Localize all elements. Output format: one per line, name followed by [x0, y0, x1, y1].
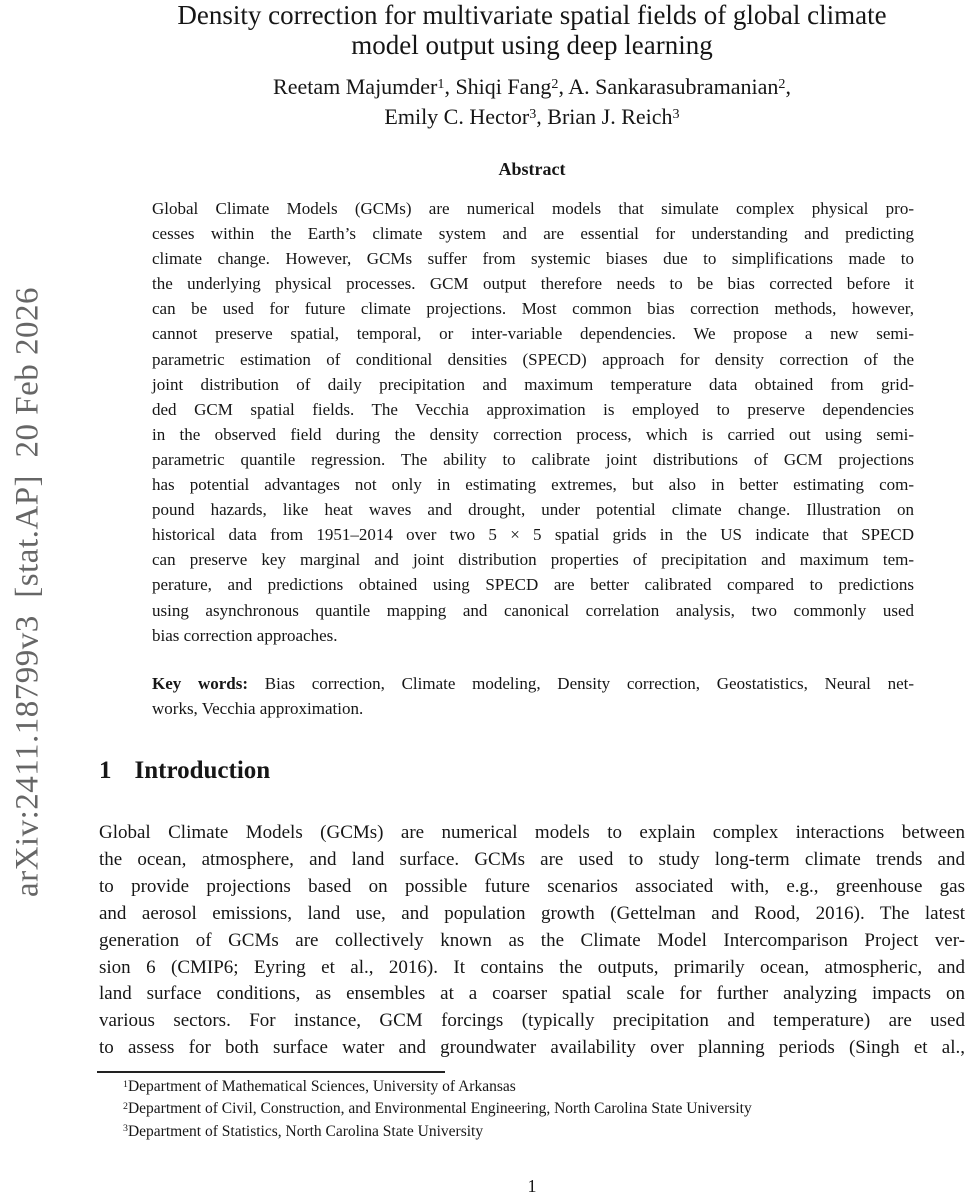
- text-line: ded GCM spatial fields. The Vecchia approximation is employed to preserve dependencies: [152, 399, 914, 419]
- text-line: can preserve key marginal and joint distribution properties of precipitation and maximum tem-: [152, 550, 914, 570]
- footnote-marker: 2: [123, 1100, 128, 1112]
- author-line: [99, 102, 965, 132]
- superscript: 3: [529, 105, 537, 122]
- text-line: parametric estimation of conditional densities (SPECD) approach for density correction of the: [152, 349, 914, 369]
- text-line: and aerosol emissions, land use, and population growth (Gettelman and Rood, 2016). The latest: [99, 902, 965, 924]
- arxiv-stamp: arXiv:2411.18799v3 [stat.AP] 20 Feb 2026: [9, 286, 46, 898]
- superscript: 3: [672, 105, 680, 122]
- footnote-text: Department of Mathematical Sciences, University of Arkansas: [127, 1078, 516, 1095]
- footnotes: [99, 1076, 965, 1143]
- abstract-text: [152, 196, 914, 648]
- text-line: Global Climate Models (GCMs) are numerical models to explain complex interactions between: [99, 822, 965, 843]
- paper-title-line: Density correction for multivariate spatial fields of global climate: [177, 0, 887, 30]
- page-number: 1: [527, 1176, 537, 1196]
- text-segment: , Brian J. Reich: [536, 104, 673, 129]
- text-line: pound hazards, like heat waves and drought, under potential climate change. Illustration on: [152, 500, 914, 520]
- text-line: cannot preserve spatial, temporal, or inter-variable dependencies. We propose a new semi-: [152, 324, 914, 344]
- footnote: [99, 1076, 965, 1098]
- text-line: using asynchronous quantile mapping and canonical correlation analysis, two commonly used: [152, 600, 914, 620]
- paper-title: [99, 1, 965, 60]
- text-line: historical data from 1951–2014 over two 5 × 5 spatial grids in the US indicate that SPECD: [152, 525, 914, 545]
- section-heading: [99, 757, 270, 785]
- authors: [99, 72, 965, 132]
- text-line: bias correction approaches.: [152, 625, 338, 645]
- abstract-heading: Abstract: [498, 159, 566, 179]
- text-line: land surface conditions, as ensembles at a coarser spatial scale for further analyzing impacts on: [99, 983, 965, 1005]
- footnote: [99, 1098, 965, 1120]
- footnote: [99, 1121, 965, 1143]
- superscript: 1: [437, 75, 445, 92]
- section-number: 1: [99, 757, 112, 784]
- text-line: Global Climate Models (GCMs) are numerical models that simulate complex physical pro-: [152, 199, 914, 218]
- superscript: 2: [778, 75, 786, 92]
- footnote-rule: [97, 1071, 445, 1073]
- text-segment: Key words:: [152, 674, 249, 693]
- introduction-text: [99, 820, 965, 1062]
- text-line: the underlying physical processes. GCM output therefore needs to be bias corrected before it: [152, 274, 914, 294]
- section-title: Introduction: [134, 757, 271, 784]
- text-line: in the observed field during the density correction process, which is carried out using semi-: [152, 424, 914, 444]
- text-line: joint distribution of daily precipitation and maximum temperature data obtained from grid-: [152, 374, 914, 394]
- text-line: parametric quantile regression. The ability to calibrate joint distributions of GCM projections: [152, 449, 914, 469]
- keywords: [152, 671, 914, 721]
- text-line: perature, and predictions obtained using SPECD are better calibrated compared to predictions: [152, 575, 914, 595]
- text-line: to provide projections based on possible future scenarios associated with, e.g., greenhouse gas: [99, 875, 965, 897]
- text-line: the ocean, atmosphere, and land surface. GCMs are used to study long-term climate trends and: [99, 848, 965, 870]
- keywords-line: [152, 671, 914, 696]
- text-line: generation of GCMs are collectively known as the Climate Model Intercomparison Project ver-: [99, 929, 965, 951]
- text-line: can be used for future climate projections. Most common bias correction methods, however,: [152, 299, 914, 319]
- author-line: [99, 72, 965, 102]
- paper-title-line: model output using deep learning: [351, 29, 713, 60]
- text-segment: Reetam Majumder: [273, 74, 438, 99]
- keywords-line: works, Vecchia approximation.: [152, 699, 364, 719]
- text-segment: , A. Sankarasubramanian: [558, 74, 779, 99]
- text-line: climate change. However, GCMs suffer from systemic biases due to simplifications made to: [152, 249, 914, 269]
- text-line: various sectors. For instance, GCM forcings (typically precipitation and temperature) are used: [99, 1010, 965, 1032]
- superscript: 2: [551, 75, 559, 92]
- text-line: to assess for both surface water and groundwater availability over planning periods (Singh et al.,: [99, 1037, 965, 1059]
- text-segment: Bias correction, Climate modeling, Density correction, Geostatistics, Neural net-: [248, 674, 914, 693]
- footnote-text: Department of Civil, Construction, and Environmental Engineering, North Carolina State University: [127, 1100, 752, 1118]
- footnote-text: Department of Statistics, North Carolina State University: [127, 1122, 484, 1140]
- text-segment: Emily C. Hector: [384, 104, 530, 129]
- footnote-marker: 1: [123, 1078, 128, 1090]
- footnote-marker: 3: [123, 1123, 128, 1135]
- text-segment: , Shiqi Fang: [444, 74, 552, 99]
- text-line: sion 6 (CMIP6; Eyring et al., 2016). It contains the outputs, primarily ocean, atmospheric, and: [99, 956, 965, 978]
- text-line: cesses within the Earth’s climate system and are essential for understanding and predicting: [152, 224, 914, 244]
- text-segment: ,: [785, 74, 791, 99]
- text-line: has potential advantages not only in estimating extremes, but also in better estimating com-: [152, 475, 914, 495]
